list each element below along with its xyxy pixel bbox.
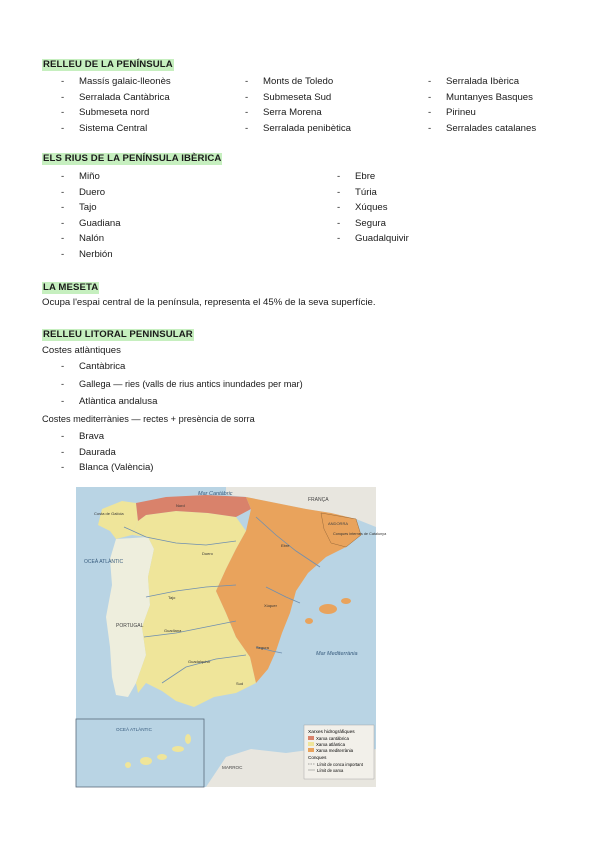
list-item-text: Brava bbox=[79, 431, 105, 442]
list-item-text: Segura bbox=[355, 217, 386, 229]
bullet-dash: - bbox=[337, 171, 341, 182]
list-item-text: Tajo bbox=[79, 202, 97, 214]
label-guadiana: Guadiana bbox=[164, 628, 182, 633]
canary-island bbox=[172, 746, 184, 752]
bullet-dash: - bbox=[337, 202, 341, 214]
bullet-dash: - bbox=[61, 217, 65, 229]
canary-island bbox=[125, 762, 131, 768]
list-item-text: Daurada bbox=[79, 446, 116, 458]
list-item-text: Muntanyes Basques bbox=[446, 91, 533, 103]
list-item-text: Submeseta nord bbox=[79, 107, 150, 119]
balearic-island bbox=[319, 604, 337, 614]
legend-item: Xarxa mediterrània bbox=[316, 748, 354, 753]
legend-swatch-cantabrica bbox=[308, 736, 314, 740]
legend-item: Límit de xarxa bbox=[317, 768, 344, 773]
bullet-dash: - bbox=[61, 361, 65, 372]
section-heading-relleu: RELLEU DE LA PENÍNSULA bbox=[43, 59, 173, 70]
bullet-dash: - bbox=[245, 107, 249, 119]
label-sud: Sud bbox=[236, 681, 244, 686]
list-item-text: Xúques bbox=[355, 202, 388, 214]
canary-island bbox=[140, 757, 152, 765]
list-item-text: Nerbión bbox=[79, 248, 113, 260]
list-item-text: Duero bbox=[79, 186, 106, 198]
list-item-text: Submeseta Sud bbox=[263, 91, 332, 103]
list-item-text: Túria bbox=[355, 186, 377, 198]
list-item-text: Ebre bbox=[355, 171, 376, 182]
balearic-island bbox=[341, 598, 351, 604]
bullet-dash: - bbox=[428, 122, 432, 134]
map-svg bbox=[76, 487, 387, 787]
label-xuquer: Xúquer bbox=[264, 603, 277, 608]
meseta-paragraph: Ocupa l'espai central de la península, representa el 45% de la seva superfície. bbox=[42, 297, 376, 308]
list-item-text: Serra Morena bbox=[263, 107, 322, 119]
list-item-text: Pirineu bbox=[446, 107, 476, 119]
bullet-dash: - bbox=[61, 76, 65, 87]
label-portugal: PORTUGAL bbox=[116, 623, 144, 629]
balearic-island bbox=[305, 618, 313, 624]
list-item-text: Atlàntica andalusa bbox=[79, 396, 158, 407]
legend-item: Límit de conca important bbox=[317, 762, 363, 767]
map-legend bbox=[304, 725, 374, 779]
canary-island bbox=[185, 734, 191, 744]
list-item-text: Serralada Ibèrica bbox=[446, 76, 520, 87]
bullet-dash: - bbox=[245, 76, 249, 87]
label-tajo: Tajo bbox=[168, 595, 176, 600]
bullet-dash: - bbox=[61, 186, 65, 198]
bullet-dash: - bbox=[61, 233, 65, 245]
list-item-text: Cantàbrica bbox=[79, 361, 126, 372]
legend-title: Xarxes hidrogràfiques bbox=[308, 730, 355, 735]
list-item-text: Sistema Central bbox=[79, 122, 148, 134]
bullet-dash: - bbox=[61, 462, 65, 474]
section-heading-litoral: RELLEU LITORAL PENINSULAR bbox=[43, 329, 193, 340]
list-item-text: Nalón bbox=[79, 233, 105, 245]
label-ebre: Ebre bbox=[281, 543, 290, 548]
label-ocea-atlantic: OCEÀ ATLÀNTIC bbox=[84, 559, 124, 565]
legend-swatch-atlantica bbox=[308, 742, 314, 746]
bullet-dash: - bbox=[61, 202, 65, 214]
legend-item: Xarxa cantàbrica bbox=[316, 736, 349, 741]
bullet-dash: - bbox=[337, 233, 341, 245]
bullet-dash: - bbox=[61, 378, 65, 389]
label-guadalquivir: Guadalquivir bbox=[188, 659, 211, 664]
section-heading-meseta: LA MESETA bbox=[43, 282, 99, 293]
bullet-dash: - bbox=[61, 171, 65, 182]
legend-item: Xarxa atlàntica bbox=[316, 742, 346, 747]
label-conques-catalunya: Conques internes de Catalunya bbox=[333, 532, 387, 536]
bullet-dash: - bbox=[61, 396, 65, 407]
bullet-dash: - bbox=[61, 91, 65, 103]
label-andorra: ANDORRA bbox=[328, 521, 349, 526]
bullet-dash: - bbox=[61, 446, 65, 458]
list-item-text: Massís galaic-lleonès bbox=[79, 76, 171, 87]
label-segura: Segura bbox=[256, 645, 269, 650]
canary-island bbox=[157, 754, 167, 760]
label-costa-galicia: Costa de Galícia bbox=[94, 511, 124, 516]
bullet-dash: - bbox=[337, 186, 341, 198]
label-ocea-atlantic-inset: OCEÀ ATLÀNTIC bbox=[116, 727, 152, 732]
list-item-text: Serralada Cantàbrica bbox=[79, 91, 170, 103]
label-duero: Duero bbox=[202, 551, 213, 556]
atlantic-coasts-heading: Costes atlàntiques bbox=[42, 345, 121, 356]
list-item-text: Guadiana bbox=[79, 217, 121, 229]
bullet-dash: - bbox=[428, 76, 432, 87]
label-franca: FRANÇA bbox=[308, 497, 329, 503]
bullet-dash: - bbox=[428, 91, 432, 103]
list-item-text: Guadalquivir bbox=[355, 233, 409, 245]
legend-conques-title: Conques bbox=[308, 755, 327, 760]
list-item-text: Serralada penibètica bbox=[263, 122, 352, 134]
list-item-text: Blanca (València) bbox=[79, 462, 154, 474]
bullet-dash: - bbox=[245, 91, 249, 103]
label-mar-mediterrania: Mar Mediterrània bbox=[316, 651, 358, 657]
list-item-text: Gallega — ries (valls de rius antics inundades per mar) bbox=[79, 378, 303, 389]
legend-swatch-mediterrania bbox=[308, 748, 314, 752]
list-item-text: Miño bbox=[79, 171, 100, 182]
bullet-dash: - bbox=[61, 248, 65, 260]
mediterranean-coasts-heading: Costes mediterrànies — rectes + presència de sorra bbox=[42, 414, 255, 424]
bullet-dash: - bbox=[428, 107, 432, 119]
label-mar-cantabric: Mar Cantàbric bbox=[198, 491, 233, 497]
list-item-text: Monts de Toledo bbox=[263, 76, 334, 87]
bullet-dash: - bbox=[337, 217, 341, 229]
bullet-dash: - bbox=[61, 122, 65, 134]
label-nord: Nord bbox=[176, 503, 185, 508]
bullet-dash: - bbox=[61, 107, 65, 119]
section-heading-rius: ELS RIUS DE LA PENÍNSULA IBÈRICA bbox=[43, 153, 222, 164]
bullet-dash: - bbox=[61, 431, 65, 442]
list-item-text: Serralades catalanes bbox=[446, 122, 537, 134]
bullet-dash: - bbox=[245, 122, 249, 134]
label-marroc: MARROC bbox=[222, 765, 243, 770]
hydrographic-map bbox=[76, 487, 387, 787]
